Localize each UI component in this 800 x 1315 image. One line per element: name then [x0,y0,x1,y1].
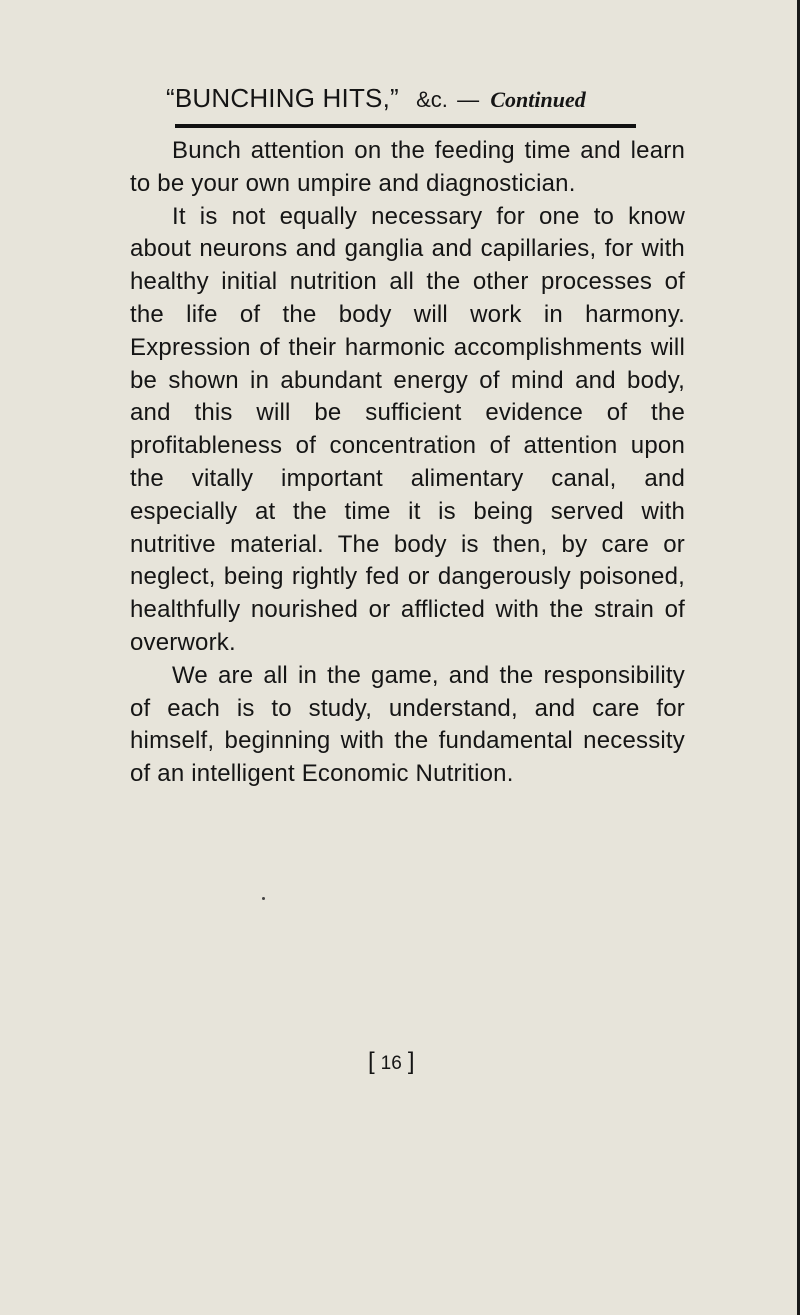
running-header [166,82,636,122]
header-abbrev: &c. [416,87,448,112]
page-number-close-bracket: ] [407,1048,415,1075]
header-dash: — [457,87,480,112]
paragraph-1: Bunch attention on the feeding time and learn to be your own umpire and diagnostician. [130,137,685,197]
paragraph-2: It is not equally necessary for one to know about neurons and ganglia and capillaries, for with healthy initial nutrition all the other processes of the life of the body will work in harmony. Expression of their harmonic accomplishments will be shown in abundant energy of mind and body, and this will be sufficient evidence of the profitableness of concentration of attention upon the vitally important alimentary canal, and especially at the time it is being served with nutritive material. The body is then, by care or neglect, being rightly fed or dangerously poisoned, healthfully nourished or afflicted with the strain of overwork. [130,202,685,656]
header-title: “BUNCHING HITS,” [166,83,399,113]
page-number-open-bracket: [ [368,1048,375,1075]
paper-speck [262,897,265,900]
paragraph-3: We are all in the game, and the responsibility of each is to study, understand, and care for himself, beginning with the fundamental necessity of an intelligent Economic Nutrition. [130,661,685,788]
header-rule [175,124,636,128]
page-number [368,1047,448,1085]
page-number-value: 16 [380,1053,402,1074]
header-continued: Continued [490,87,586,112]
body-text [130,135,685,791]
